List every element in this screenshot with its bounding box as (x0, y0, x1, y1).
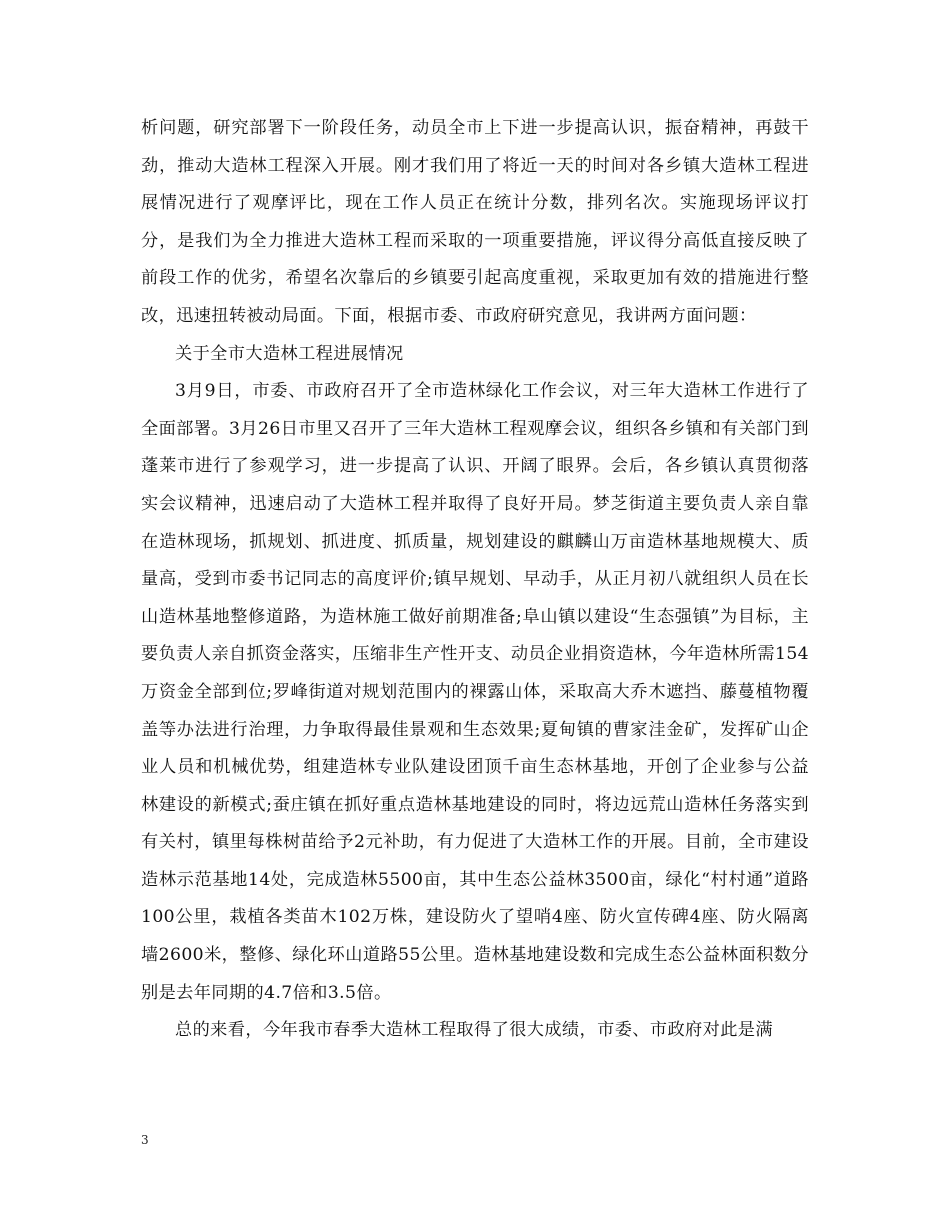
paragraph-progress: 3月9日，市委、市政府召开了全市造林绿化工作会议，对三年大造林工作进行了全面部署。3月26日市里又召开了三年大造林工程观摩会议，组织各乡镇和有关部门到蓬莱市进行了参观学习，进一步提高了认识、开阔了眼界。会后，各乡镇认真贯彻落实会议精神，迅速启动了大造林工程并取得了良好开局。梦芝街道主要负责人亲自靠在造林现场，抓规划、抓进度、抓质量，规划建设的麒麟山万亩造林基地规模大、质量高，受到市委书记同志的高度评价;镇早规划、早动手，从正月初八就组织人员在长山造林基地整修道路，为造林施工做好前期准备;阜山镇以建设“生态强镇”为目标，主要负责人亲自抓资金落实，压缩非生产性开支、动员企业捐资造林，今年造林所需154万资金全部到位;罗峰街道对规划范围内的裸露山体，采取高大乔木遮挡、藤蔓植物覆盖等办法进行治理，力争取得最佳景观和生态效果;夏甸镇的曹家洼金矿，发挥矿山企业人员和机械优势，组建造林专业队建设团顶千亩生态林基地，开创了企业参与公益林建设的新模式;蚕庄镇在抓好重点造林基地建设的同时，将边远荒山造林任务落实到有关村，镇里每株树苗给予2元补助，有力促进了大造林工作的开展。目前，全市建设造林示范基地14处，完成造林5500亩，其中生态公益林3500亩，绿化“村村通”道路100公里，栽植各类苗木102万株，建设防火了望哨4座、防火宣传碑4座、防火隔离墙2600米，整修、绿化环山道路55公里。造林基地建设数和完成生态公益林面积数分别是去年同期的4.7倍和3.5倍。 (141, 381, 809, 1003)
paragraph-summary: 总的来看，今年我市春季大造林工程取得了很大成绩，市委、市政府对此是满 (175, 1020, 773, 1041)
section-heading: 关于全市大造林工程进展情况 (175, 343, 404, 364)
paragraph-continued: 析问题，研究部署下一阶段任务，动员全市上下进一步提高认识，振奋精神，再鼓干劲，推动大造林工程深入开展。刚才我们用了将近一天的时间对各乡镇大造林工程进展情况进行了观摩评比，现在工作人员正在统计分数，排列名次。实施现场评议打分，是我们为全力推进大造林工程而采取的一项重要措施，评议得分高低直接反映了前段工作的优劣，希望名次靠后的乡镇要引起高度重视，采取更加有效的措施进行整改，迅速扭转被动局面。下面，根据市委、市政府研究意见，我讲两方面问题： (141, 118, 809, 326)
page-number: 3 (141, 1133, 149, 1147)
document-body (141, 110, 809, 1050)
